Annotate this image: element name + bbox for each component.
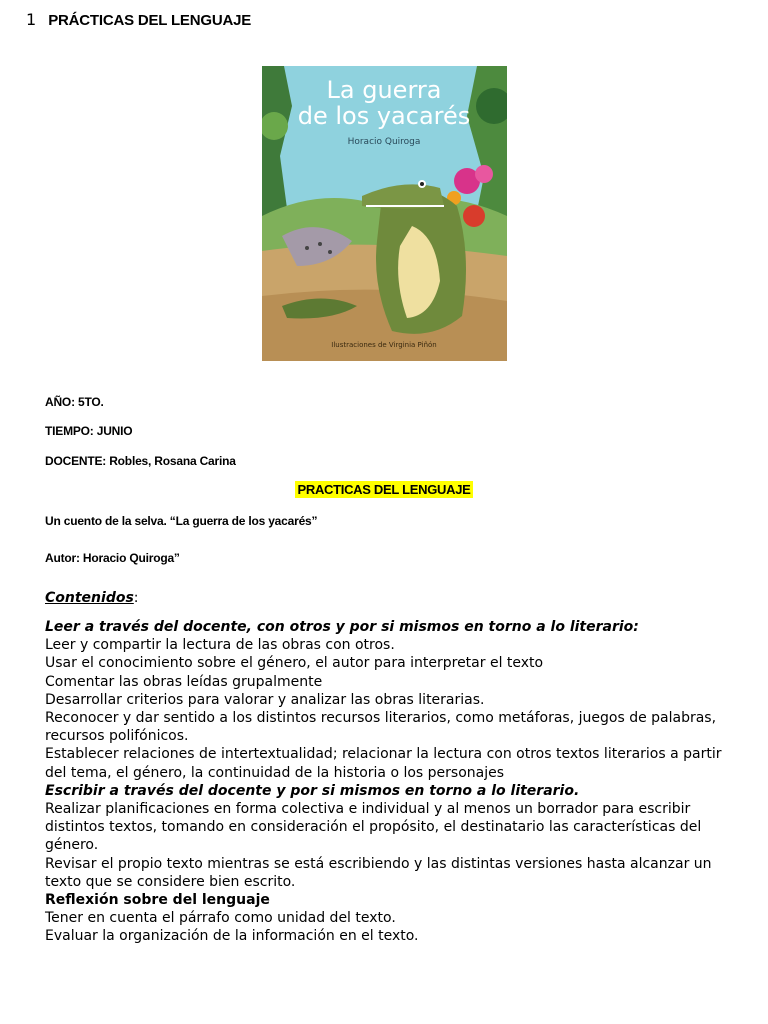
year-line: AÑO: 5TO. xyxy=(45,395,104,409)
list-item: Evaluar la organización de la información en el texto. xyxy=(45,928,419,945)
contenidos-heading xyxy=(45,590,139,606)
list-item: Leer y compartir la lectura de las obras con otros. xyxy=(45,637,395,654)
contents-body xyxy=(45,618,725,946)
cover-title-line2: de los yacarés xyxy=(297,102,471,130)
time-line: TIEMPO: JUNIO xyxy=(45,424,133,438)
author-line: Autor: Horacio Quiroga” xyxy=(45,551,180,565)
teacher-name: Robles, Rosana Carina xyxy=(106,454,236,468)
list-item: Usar el conocimiento sobre el género, el autor para interpretar el texto xyxy=(45,655,544,672)
list-item: Tener en cuenta el párrafo como unidad del texto. xyxy=(45,910,396,927)
cover-author: Horacio Quiroga xyxy=(347,137,421,147)
section-heading-reflection: Reflexión sobre del lenguaje xyxy=(45,892,270,909)
list-item: Desarrollar criterios para valorar y analizar las obras literarias. xyxy=(45,691,485,708)
page-number: 1 xyxy=(26,10,37,29)
list-item: Realizar planificaciones en forma colectiva e individual y al menos un borrador para escribir distintos textos, tomando en consideración el propósito, el destinatario las características del género. xyxy=(45,801,702,854)
story-line: Un cuento de la selva. “La guerra de los yacarés” xyxy=(45,514,318,528)
section-heading-reading: Leer a través del docente, con otros y por si mismos en torno a lo literario: xyxy=(45,619,639,635)
list-item: Revisar el propio texto mientras se está escribiendo y las distintas versiones hasta alcanzar un texto que se considere bien escrito. xyxy=(45,855,712,890)
subject-heading-row xyxy=(0,481,768,499)
cover-illustrator: Ilustraciones de Virginia Piñón xyxy=(331,341,437,349)
section-heading-writing: Escribir a través del docente y por si mismos en torno a lo literario. xyxy=(45,782,580,799)
contenidos-label: Contenidos xyxy=(45,590,134,606)
subject-heading: PRACTICAS DEL LENGUAJE xyxy=(297,482,471,497)
teacher-label: DOCENTE: xyxy=(45,454,107,468)
teacher-line xyxy=(45,454,236,468)
page-title: PRÁCTICAS DEL LENGUAJE xyxy=(48,12,252,29)
list-item: Comentar las obras leídas grupalmente xyxy=(45,673,323,690)
cover-title-line1: La guerra xyxy=(326,76,442,104)
page-header xyxy=(26,10,251,29)
book-cover-image xyxy=(262,66,507,361)
contenidos-colon: : xyxy=(133,590,139,606)
list-item: Establecer relaciones de intertextualidad; relacionar la lectura con otros textos literarios a partir del tema, el género, la continuidad de la historia o los personajes xyxy=(45,746,722,781)
list-item: Reconocer y dar sentido a los distintos recursos literarios, como metáforas, juegos de palabras, recursos polifónicos. xyxy=(45,710,717,745)
